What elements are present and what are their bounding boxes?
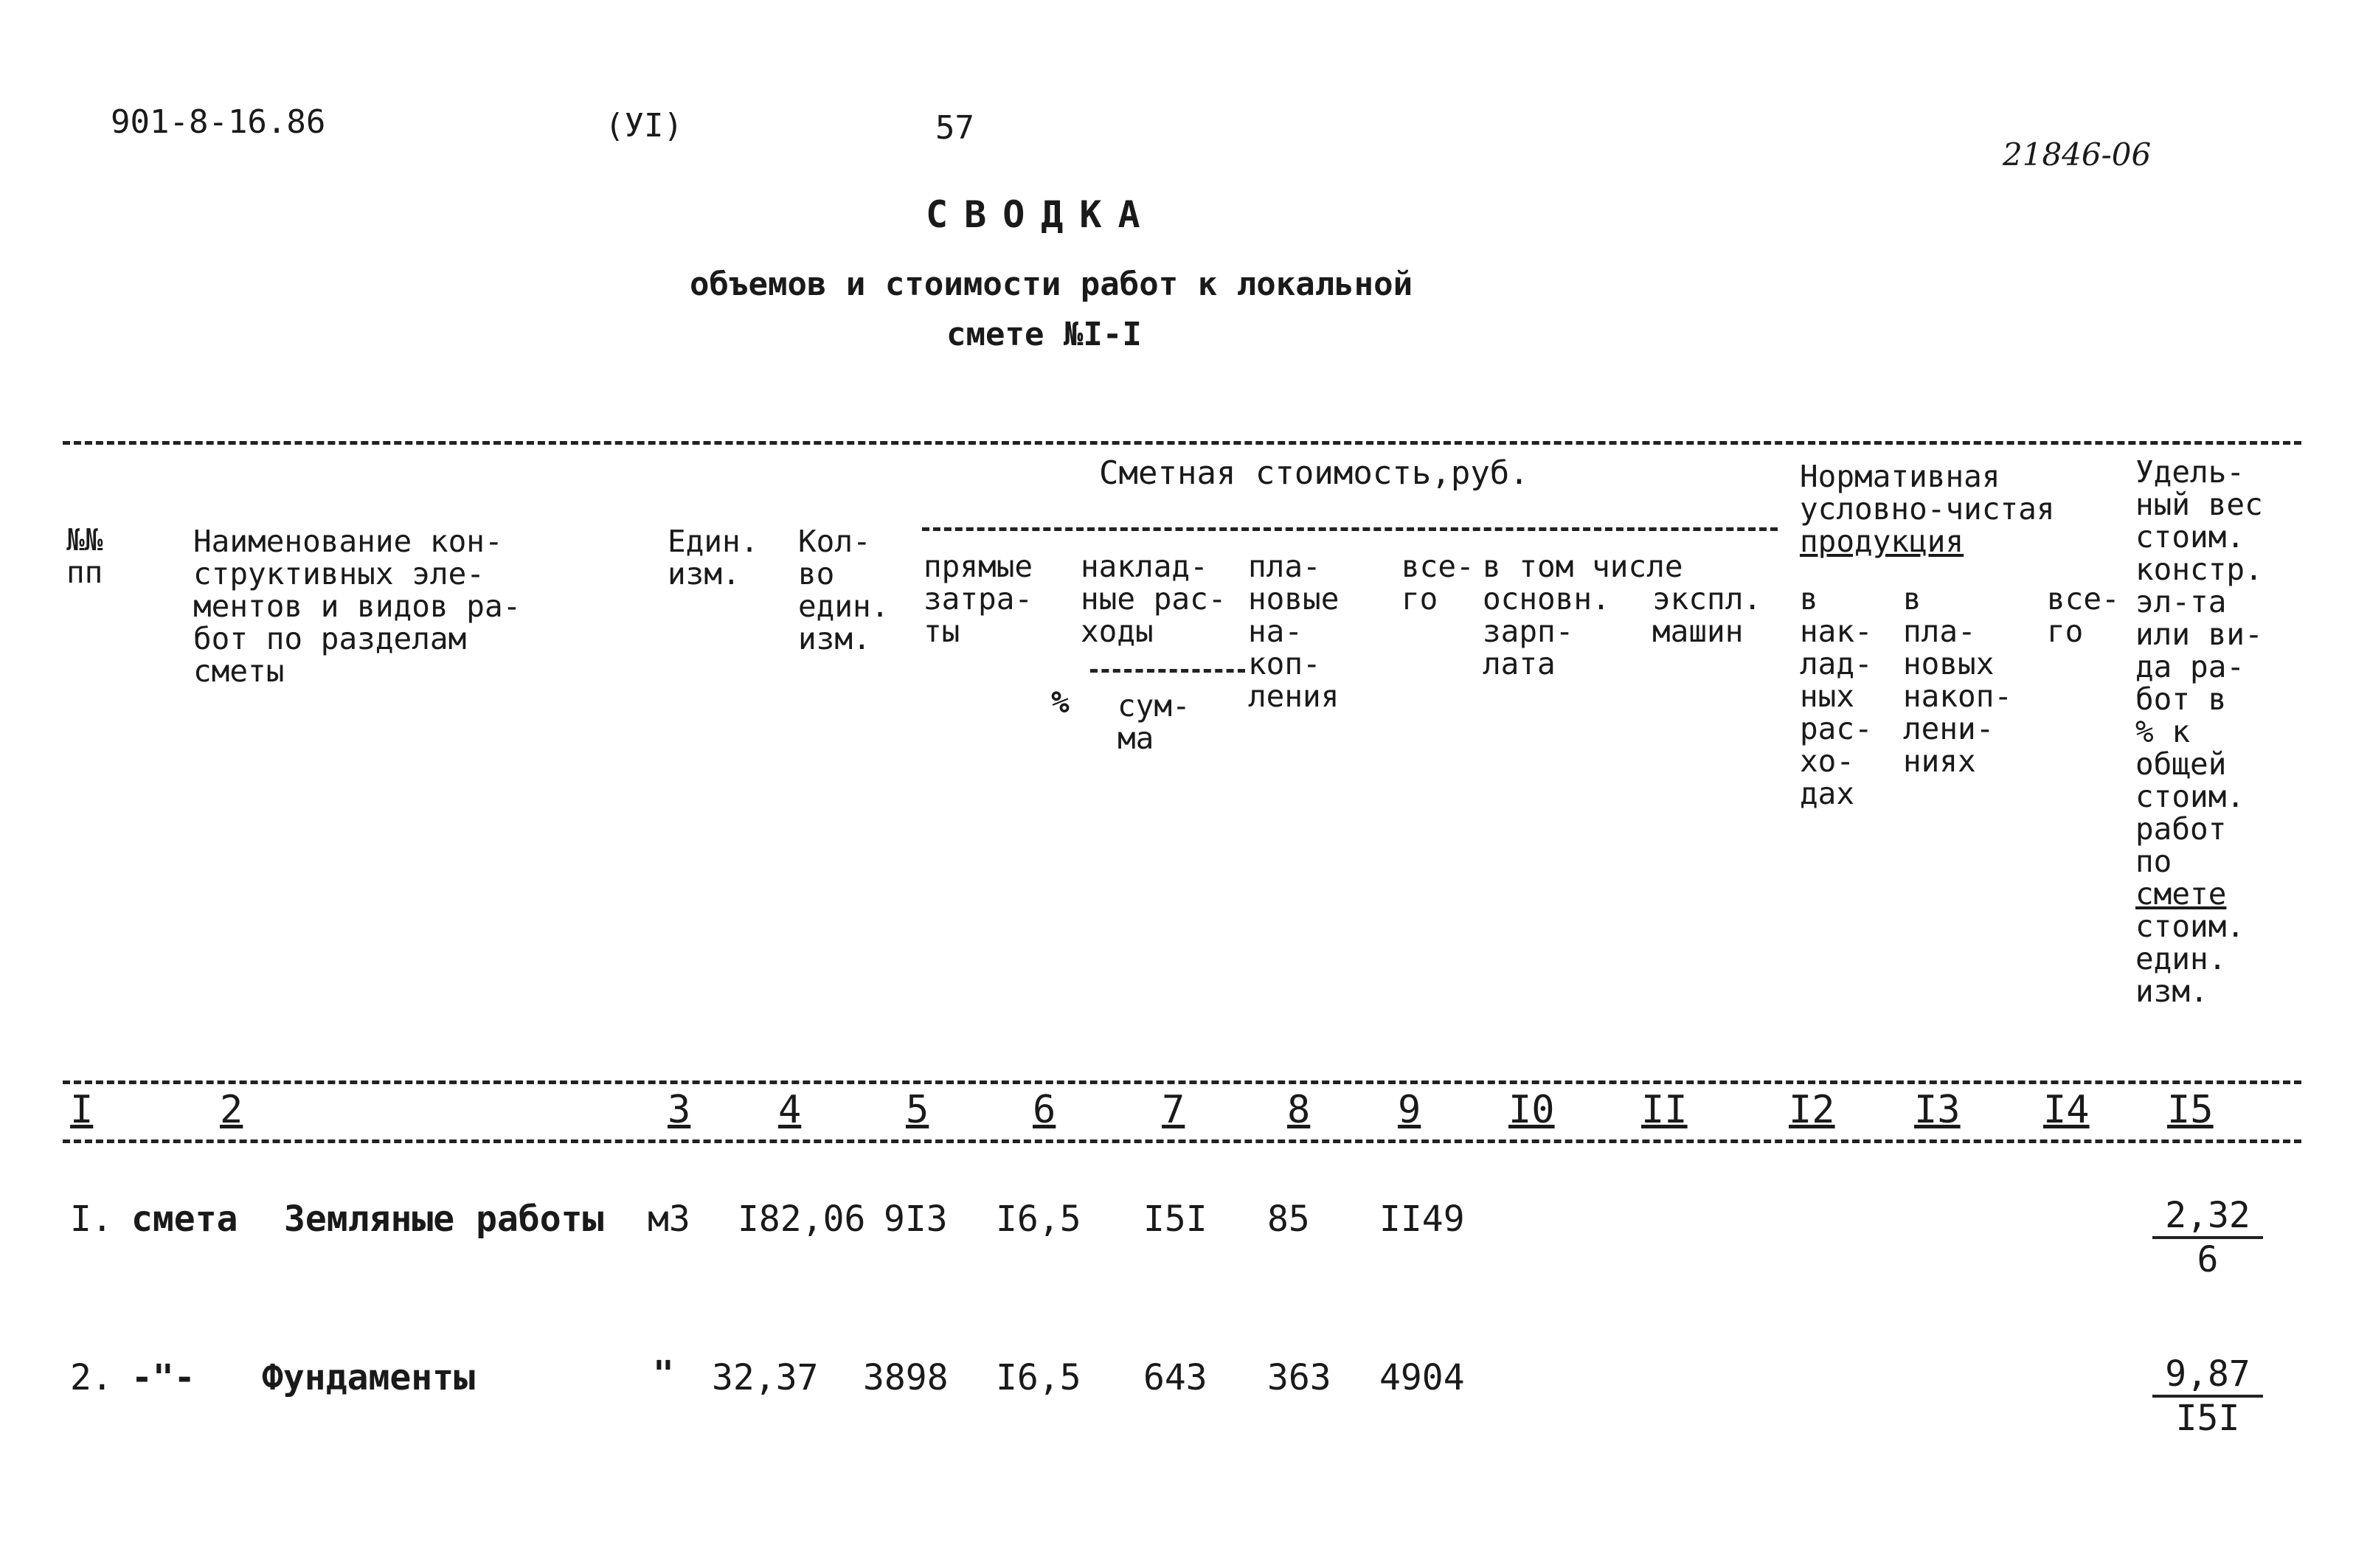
header-direct: прямые затра- ты (923, 549, 1033, 649)
col-num-8: 8 (1287, 1088, 1311, 1132)
row1-share-top: 2,32 (2152, 1195, 2263, 1239)
col-num-6: 6 (1033, 1088, 1056, 1132)
page-number: 57 (935, 109, 974, 147)
row2-no: 2. (70, 1357, 113, 1398)
col-num-15: I5 (2167, 1088, 2214, 1132)
row1-total: II49 (1379, 1198, 1465, 1240)
table-top-rule (63, 441, 2301, 445)
row1-share (2152, 1195, 2263, 1280)
overhead-rule (1090, 669, 1245, 673)
row1-overhead-sum: I5I (1143, 1198, 1207, 1240)
row2-overhead-sum: 643 (1143, 1357, 1207, 1398)
row1-share-bottom: 6 (2197, 1239, 2219, 1280)
volume-label: (УI) (605, 107, 683, 145)
col-num-3: 3 (668, 1088, 691, 1132)
document-title: СВОДКА (926, 193, 1157, 236)
row1-planned: 85 (1267, 1198, 1310, 1240)
row2-name: Фундаменты (262, 1357, 475, 1398)
row1-name: Земляные работы (284, 1198, 604, 1240)
header-wages: основн. зарп- лата (1483, 581, 1610, 681)
row1-unit: м3 (648, 1198, 690, 1240)
col-num-14: I4 (2043, 1088, 2090, 1132)
col-num-9: 9 (1398, 1088, 1421, 1132)
header-net-group: Нормативная условно-чистая продукция (1800, 459, 2055, 559)
header-qty: Кол- во един. изм. (798, 524, 890, 656)
col-num-10: I0 (1508, 1088, 1555, 1132)
row2-unit: " (653, 1353, 674, 1395)
header-share: Удель- ный вес стоим. констр. эл-та или ви- да ра- бот в % к общей стоим. работ по смете стоим. един. изм. (2135, 454, 2263, 1009)
cost-group-rule (922, 527, 1778, 531)
header-net-total: все- го (2047, 581, 2120, 649)
header-net-planned: в пла- новых накоп- лени- ниях (1903, 581, 2013, 779)
row1-qty: I82,06 (738, 1198, 866, 1240)
archive-number: 21846-06 (2003, 136, 2152, 173)
col-num-7: 7 (1162, 1088, 1185, 1132)
header-overhead-sum: сум- ма (1117, 688, 1191, 756)
row2-qty: 32,37 (712, 1357, 819, 1398)
header-overhead: наклад- ные рас- ходы (1081, 549, 1227, 649)
header-total: все- го (1401, 549, 1474, 617)
row2-planned: 363 (1267, 1357, 1331, 1398)
header-net-overhead: в нак- лад- ных рас- хо- дах (1800, 581, 1873, 811)
row2-share-top: 9,87 (2152, 1353, 2263, 1398)
col-num-2: 2 (220, 1088, 243, 1132)
col-num-4: 4 (778, 1088, 802, 1132)
header-no: №№ пп (66, 522, 103, 590)
cost-group-header: Сметная стоимость,руб. (1099, 454, 1529, 492)
doc-code: 901-8-16.86 (111, 103, 326, 141)
row2-section: -"- (131, 1357, 195, 1398)
header-planned: пла- новые на- коп- ления (1248, 549, 1340, 714)
document-subtitle-line2: смете №I-I (946, 316, 1142, 353)
header-overhead-pct: % (1051, 684, 1070, 720)
row2-share (2152, 1353, 2263, 1439)
row2-total: 4904 (1379, 1357, 1465, 1398)
row1-direct: 9I3 (884, 1198, 948, 1240)
col-num-12: I2 (1789, 1088, 1835, 1132)
row2-overhead-pct: I6,5 (996, 1357, 1081, 1398)
col-num-11: II (1641, 1088, 1688, 1132)
row1-no: I. (70, 1198, 113, 1240)
document-subtitle-line1: объемов и стоимости работ к локальной (690, 266, 1413, 303)
col-num-5: 5 (906, 1088, 929, 1132)
col-num-13: I3 (1914, 1088, 1961, 1132)
row2-direct: 3898 (863, 1357, 949, 1398)
header-unit: Един. изм. (668, 524, 759, 592)
row2-share-bottom: I5I (2175, 1398, 2240, 1439)
column-numbers-bottom-rule (63, 1139, 2301, 1143)
row1-section: смета (131, 1198, 238, 1240)
row1-overhead-pct: I6,5 (996, 1198, 1081, 1240)
col-num-1: I (70, 1088, 94, 1132)
header-machines: экспл. машин (1652, 581, 1762, 649)
header-name: Наименование кон- структивных эле- ментов и видов ра- бот по разделам сметы (193, 524, 521, 689)
column-numbers-top-rule (63, 1080, 2301, 1084)
header-incl-group: в том числе (1483, 549, 1683, 584)
